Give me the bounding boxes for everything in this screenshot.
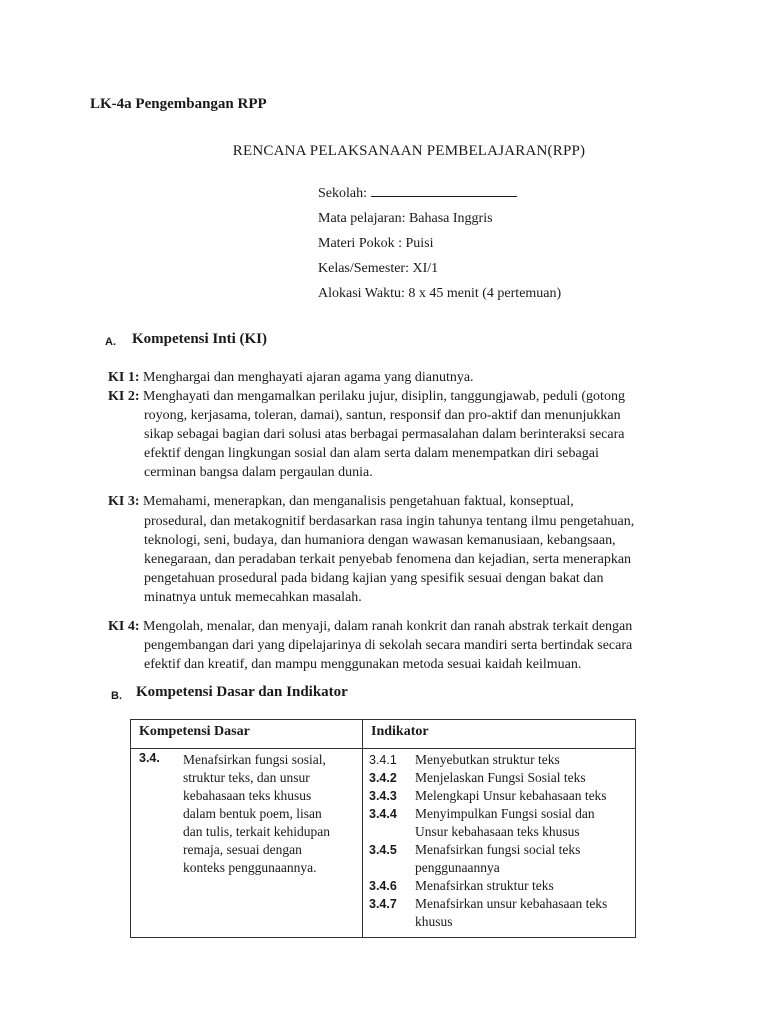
kd-text-line: Menafsirkan fungsi sosial, — [183, 752, 326, 767]
ki-text-line: Mengolah, menalar, dan menyaji, dalam ranah konkrit dan ranah abstrak terkait dengan — [143, 619, 633, 634]
indicator-code: 3.4.3 — [369, 789, 397, 803]
kd-text-line: remaja, sesuai dengan — [183, 842, 302, 857]
kd-text-line: kebahasaan teks khusus — [183, 788, 312, 803]
indicator-text: Melengkapi Unsur kebahasaan teks — [415, 788, 607, 803]
ki-text-line: Menghargai dan menghayati ajaran agama yang dianutnya. — [143, 370, 474, 385]
column-header-indikator: Indikator — [363, 720, 636, 749]
section-b-letter: B. — [111, 690, 122, 702]
indicator-code: 3.4.1 — [369, 753, 397, 767]
indicator-item — [369, 805, 629, 823]
indicator-text: Menjelaskan Fungsi Sosial teks — [415, 770, 586, 785]
ki-text-line: cerminan bangsa dalam pergaulan dunia. — [144, 465, 373, 480]
kd-text-line: dan tulis, terkait kehidupan — [183, 824, 330, 839]
ki-text-line: pengembangan dari yang dipelajarinya di sekolah secara mandiri serta bertindak secara — [144, 638, 633, 653]
ki-text-line: efektif dengan lingkungan sosial dan alam serta dalam menempatkan diri sebagai — [144, 446, 599, 461]
kd-cell — [131, 749, 363, 938]
ki-label: KI 1: — [108, 370, 140, 385]
ki-label: KI 2: — [108, 389, 140, 404]
indicator-item — [369, 895, 629, 913]
ki-4 — [108, 617, 668, 675]
table-row — [131, 749, 636, 938]
kd-description — [183, 751, 330, 877]
indicator-item-continuation — [369, 823, 629, 841]
indicator-item — [369, 841, 629, 859]
indikator-cell — [363, 749, 636, 938]
document-heading-lk: LK-4a Pengembangan RPP — [90, 96, 267, 112]
ki-text-line: prosedural, dan metakognitif berdasarkan rasa ingin tahunya tentang ilmu pengetahuan, — [144, 514, 635, 529]
kd-text-line: dalam bentuk poem, lisan — [183, 806, 322, 821]
indicator-text: Menyebutkan struktur teks — [415, 752, 560, 767]
indicator-text: Menafsirkan unsur kebahasaan teks — [415, 896, 608, 911]
indicator-code: 3.4.5 — [369, 843, 397, 857]
indicator-item — [369, 877, 629, 895]
ki-text-line: royong, kerjasama, toleran, damai), santun, responsif dan pro-aktif dan menunjukkan — [144, 408, 621, 423]
indicator-text: penggunaannya — [415, 860, 500, 875]
materi-pokok: Materi Pokok : Puisi — [318, 236, 434, 251]
indicator-code: 3.4.6 — [369, 879, 397, 893]
ki-text-line: Memahami, menerapkan, dan menganalisis pengetahuan faktual, konseptual, — [143, 494, 574, 509]
section-b-title: Kompetensi Dasar dan Indikator — [136, 684, 348, 700]
sekolah-blank-line — [371, 182, 517, 197]
kd-text-line: konteks penggunaannya. — [183, 860, 317, 875]
document-title: RENCANA PELAKSANAAN PEMBELAJARAN(RPP) — [232, 143, 586, 159]
indicator-text: khusus — [415, 914, 453, 929]
ki-text-line: efektif dan kreatif, dan mampu menggunakan metoda sesuai kaidah keilmuan. — [144, 657, 582, 672]
indicator-item-continuation — [369, 913, 629, 931]
indicator-text: Menafsirkan struktur teks — [415, 878, 554, 893]
section-a-title: Kompetensi Inti (KI) — [132, 331, 267, 347]
kompetensi-table — [130, 719, 636, 938]
sekolah-field — [318, 182, 517, 202]
ki-text-line: teknologi, seni, budaya, dan humaniora dengan wawasan kemanusiaan, kebangsaan, — [144, 533, 616, 548]
ki-text-line: kenegaraan, dan peradaban terkait penyebab fenomena dan kejadian, serta menerapkan — [144, 552, 632, 567]
ki-label: KI 4: — [108, 619, 140, 634]
indicator-code: 3.4.7 — [369, 897, 397, 911]
ki-3 — [108, 492, 668, 606]
indicator-text: Menafsirkan fungsi social teks — [415, 842, 581, 857]
section-a-letter: A. — [105, 336, 116, 348]
indicator-item — [369, 769, 629, 787]
ki-2 — [108, 387, 668, 483]
table-header-row — [131, 720, 636, 749]
indicator-text: Unsur kebahasaan teks khusus — [415, 824, 580, 839]
indicator-item — [369, 787, 629, 805]
ki-text-line: Menghayati dan mengamalkan perilaku jujur, disiplin, tanggungjawab, peduli (gotong — [143, 389, 625, 404]
alokasi-waktu: Alokasi Waktu: 8 x 45 menit (4 pertemuan) — [318, 286, 562, 301]
ki-text-line: minatnya untuk memecahkan masalah. — [144, 590, 362, 605]
sekolah-label: Sekolah: — [318, 186, 367, 201]
ki-text-line: pengetahuan prosedural pada bidang kajian yang spesifik sesuai dengan bakat dan — [144, 571, 604, 586]
indicator-code: 3.4.4 — [369, 807, 397, 821]
column-header-kd: Kompetensi Dasar — [131, 720, 363, 749]
indicator-item-continuation — [369, 859, 629, 877]
ki-text-line: sikap sebagai bagian dari solusi atas berbagai permasalahan dalam berinteraksi secara — [144, 427, 625, 442]
ki-1 — [108, 368, 474, 387]
indicator-text: Menyimpulkan Fungsi sosial dan — [415, 806, 595, 821]
indicator-code: 3.4.2 — [369, 771, 397, 785]
indicator-item — [369, 751, 629, 769]
kelas-semester: Kelas/Semester: XI/1 — [318, 261, 439, 276]
mata-pelajaran: Mata pelajaran: Bahasa Inggris — [318, 211, 493, 226]
kd-text-line: struktur teks, dan unsur — [183, 770, 310, 785]
ki-label: KI 3: — [108, 494, 140, 509]
kd-code: 3.4. — [139, 751, 160, 765]
